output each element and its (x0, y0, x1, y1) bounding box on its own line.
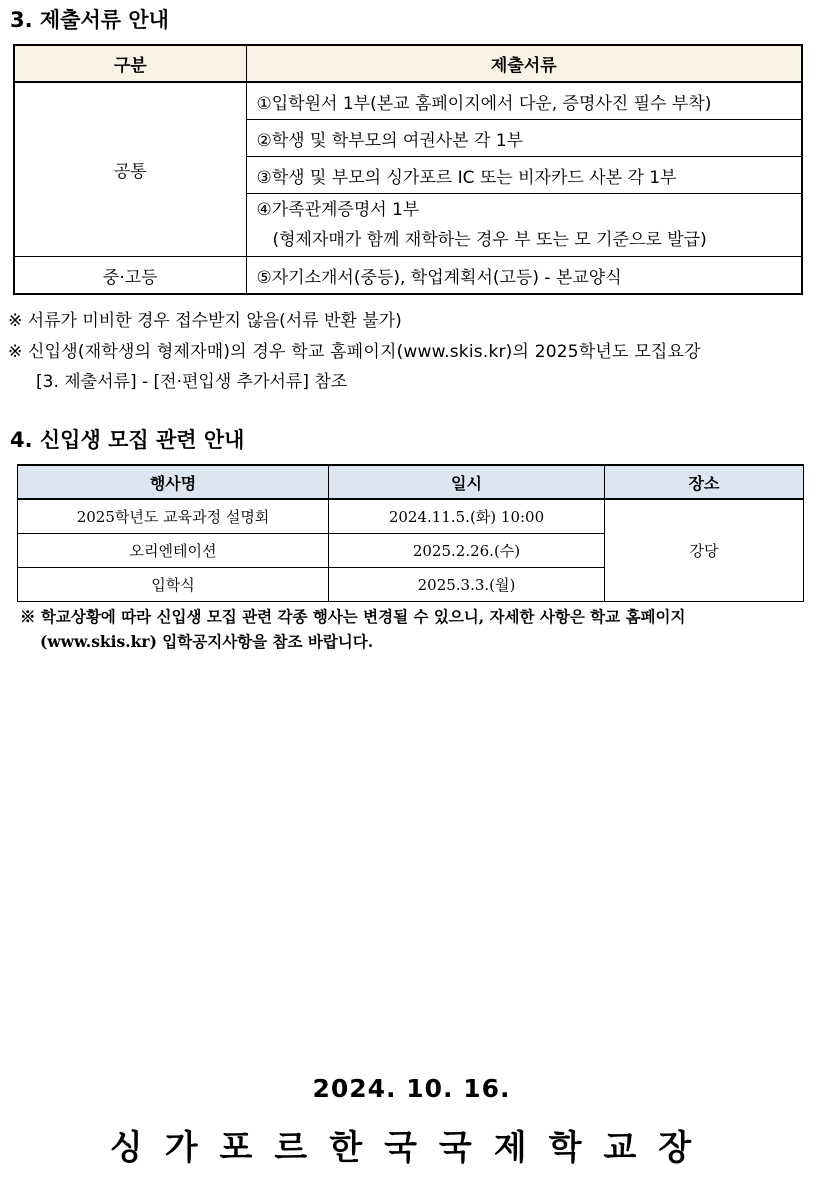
event-datetime: 2025.2.26.(수) (329, 534, 605, 568)
table-row (14, 82, 802, 120)
documents-table (13, 44, 803, 295)
document-item: ①입학원서 1부(본교 홈페이지에서 다운, 증명사진 필수 부착) (246, 82, 802, 120)
event-name: 2025학년도 교육과정 설명회 (18, 499, 329, 534)
event-place: 강당 (605, 499, 804, 602)
events-table (17, 464, 804, 602)
header-event-name: 행사명 (18, 465, 329, 499)
event-name: 오리엔테이션 (18, 534, 329, 568)
document-item: ⑤자기소개서(중등), 학업계획서(고등) - 본교양식 (246, 257, 802, 295)
documents-table-header (14, 45, 802, 82)
table-row (14, 257, 802, 295)
note-new-students-reference: [3. 제출서류] - [전·편입생 추가서류] 참조 (36, 372, 348, 392)
document-item-line1: ④가족관계증명서 1부 (256, 200, 420, 220)
section4-title: 4. 신입생 모집 관련 안내 (10, 428, 245, 452)
document-item: ②학생 및 학부모의 여권사본 각 1부 (246, 120, 802, 157)
header-place: 장소 (605, 465, 804, 499)
events-table-header (18, 465, 804, 499)
category-middle-high: 중·고등 (14, 257, 246, 295)
signature: 싱가포르한국국제학교장 (109, 1128, 714, 1168)
events-change-note-line1: ※ 학교상황에 따라 신입생 모집 관련 각종 행사는 변경될 수 있으니, 자세한 사항은 학교 홈페이지 (20, 607, 686, 626)
header-datetime: 일시 (329, 465, 605, 499)
event-datetime: 2025.3.3.(월) (329, 568, 605, 602)
event-name: 입학식 (18, 568, 329, 602)
note-new-students: ※ 신입생(재학생의 형제자매)의 경우 학교 홈페이지(www.skis.kr)의 2025학년도 모집요강 (8, 342, 701, 362)
events-change-note (20, 604, 820, 654)
document-item-line2: (형제자매가 함께 재학하는 경우 부 또는 모 기준으로 발급) (272, 230, 707, 250)
document-date: 2024. 10. 16. (312, 1074, 511, 1103)
document-item (246, 194, 802, 257)
header-documents: 제출서류 (246, 45, 802, 82)
table-row (18, 499, 804, 534)
events-change-note-line2: (www.skis.kr) 입학공지사항을 참조 바랍니다. (40, 632, 374, 651)
event-datetime: 2024.11.5.(화) 10:00 (329, 499, 605, 534)
category-common: 공통 (14, 82, 246, 257)
note-incomplete-docs: ※ 서류가 미비한 경우 접수받지 않음(서류 반환 불가) (8, 311, 402, 331)
document-item: ③학생 및 부모의 싱가포르 IC 또는 비자카드 사본 각 1부 (246, 157, 802, 194)
section3-title: 3. 제출서류 안내 (10, 8, 169, 32)
header-category: 구분 (14, 45, 246, 82)
